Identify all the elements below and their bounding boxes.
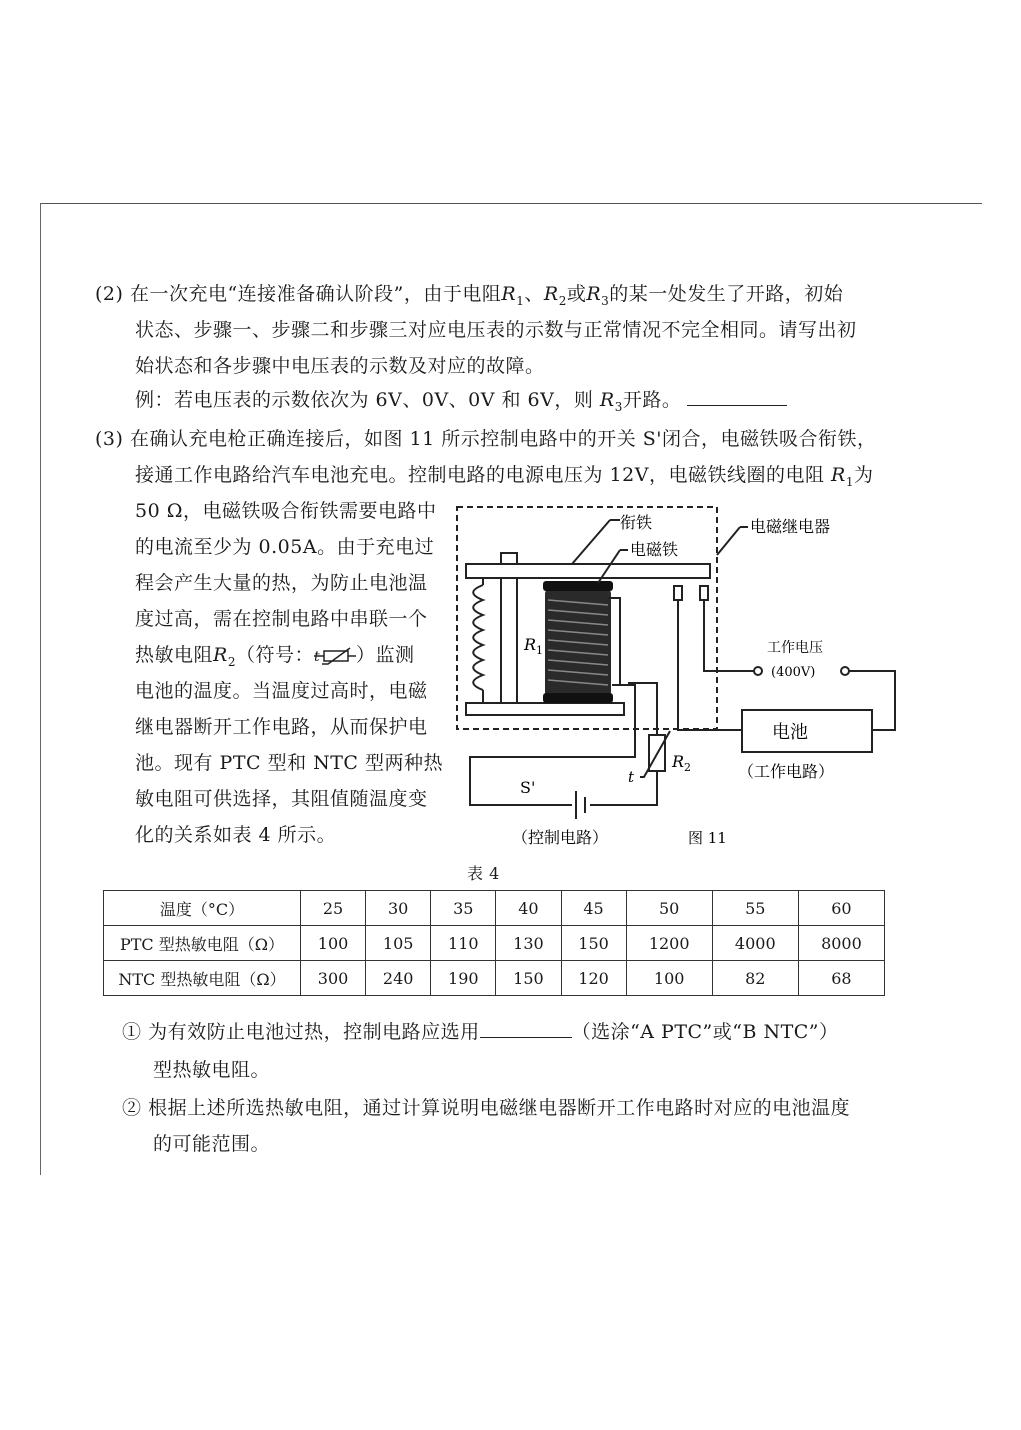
work-circuit-label: （工作电路） <box>738 762 835 781</box>
q2-line-2: 状态、步骤一、步骤二和步骤三对应电压表的示数与正常情况不完全相同。请写出初 <box>135 319 857 341</box>
switch-label: S' <box>520 778 536 797</box>
table-row-ptc: PTC 型热敏电阻（Ω） 100 105 110 130 150 1200 4000 8000 <box>104 926 885 961</box>
left-border-line <box>40 203 41 1175</box>
q3-para-6: 电池的温度。当温度过高时，电磁 <box>135 680 428 702</box>
q3-line-1: (3) 在确认充电枪正确连接后，如图 11 所示控制电路中的开关 S'闭合，电磁铁吸合衔铁， <box>95 428 877 450</box>
q3-para-1: 50 Ω，电磁铁吸合衔铁需要电路中 <box>135 500 437 522</box>
q3-para-5: 热敏电阻$R_2$（符号： t ）监测 <box>135 644 415 669</box>
sub1-line-2: 型热敏电阻。 <box>153 1059 271 1081</box>
contact-left <box>674 586 682 600</box>
relay-circuit-figure <box>440 495 910 860</box>
resistance-table <box>103 890 885 996</box>
table-row-ntc: NTC 型热敏电阻（Ω） 300 240 190 150 120 100 82 68 <box>104 961 885 996</box>
r1-label: $R_1$ <box>524 635 544 657</box>
sub1-line-1: ① 为有效防止电池过热，控制电路应选用 （选涂“A PTC”或“B NTC”） <box>122 1021 839 1043</box>
q2-line-1: (2) 在一次充电“连接准备确认阶段”，由于电阻$R_1$、$R_2$或$R_3$的某一处发生了开路，初始 <box>95 283 844 308</box>
contact-right <box>700 586 708 600</box>
q3-para-3: 程会产生大量的热，为防止电池温 <box>135 572 428 594</box>
q2-example: 例：若电压表的示数依次为 6V、0V、0V 和 6V，则 $R_3$开路。 <box>135 387 787 420</box>
control-circuit-label: （控制电路） <box>512 828 609 847</box>
table-row-temperature: 温度（°C） 25 30 35 40 45 50 55 60 <box>104 891 885 926</box>
answer-blank[interactable] <box>687 387 787 406</box>
work-voltage-label: 工作电压 <box>767 640 823 656</box>
armature <box>466 564 710 578</box>
q3-para-9: 敏电阻可供选择，其阻值随温度变 <box>135 788 428 810</box>
q3-para-8: 池。现有 PTC 型和 NTC 型两种热 <box>135 752 443 774</box>
q3-para-10: 化的关系如表 4 所示。 <box>135 824 337 846</box>
voltage-value-label: (400V) <box>771 665 816 680</box>
thermistor-symbol: t <box>314 646 356 666</box>
electromagnet-label: 电磁铁 <box>630 540 679 559</box>
q3-para-2: 的电流至少为 0.05A。由于充电过 <box>135 536 435 558</box>
sub2-line-2: 的可能范围。 <box>153 1133 271 1155</box>
answer-blank-sub1[interactable] <box>480 1019 572 1038</box>
electromagnet-coil <box>543 581 613 703</box>
armature-label: 衔铁 <box>620 513 653 532</box>
battery-label: 电池 <box>772 722 808 743</box>
q3-line-2: 接通工作电路给汽车电池充电。控制电路的电源电压为 12V，电磁铁线圈的电阻 $R_1$为 <box>135 464 874 489</box>
q2-line-3: 始状态和各步骤中电压表的示数及对应的故障。 <box>135 355 545 377</box>
figure-caption: 图 11 <box>688 829 727 847</box>
q3-para-4: 度过高，需在控制电路中串联一个 <box>135 608 428 630</box>
q3-para-7: 继电器断开工作电路，从而保护电 <box>135 716 428 738</box>
table-caption: 表 4 <box>467 864 500 883</box>
t-label: t <box>628 768 635 786</box>
r2-label: $R_2$ <box>672 752 692 774</box>
sub2-line-1: ② 根据上述所选热敏电阻，通过计算说明电磁继电器断开工作电路时对应的电池温度 <box>122 1097 851 1119</box>
relay-label: 电磁继电器 <box>750 517 831 536</box>
relay-base <box>466 703 624 715</box>
top-border-line <box>40 203 982 204</box>
spring <box>473 585 483 690</box>
